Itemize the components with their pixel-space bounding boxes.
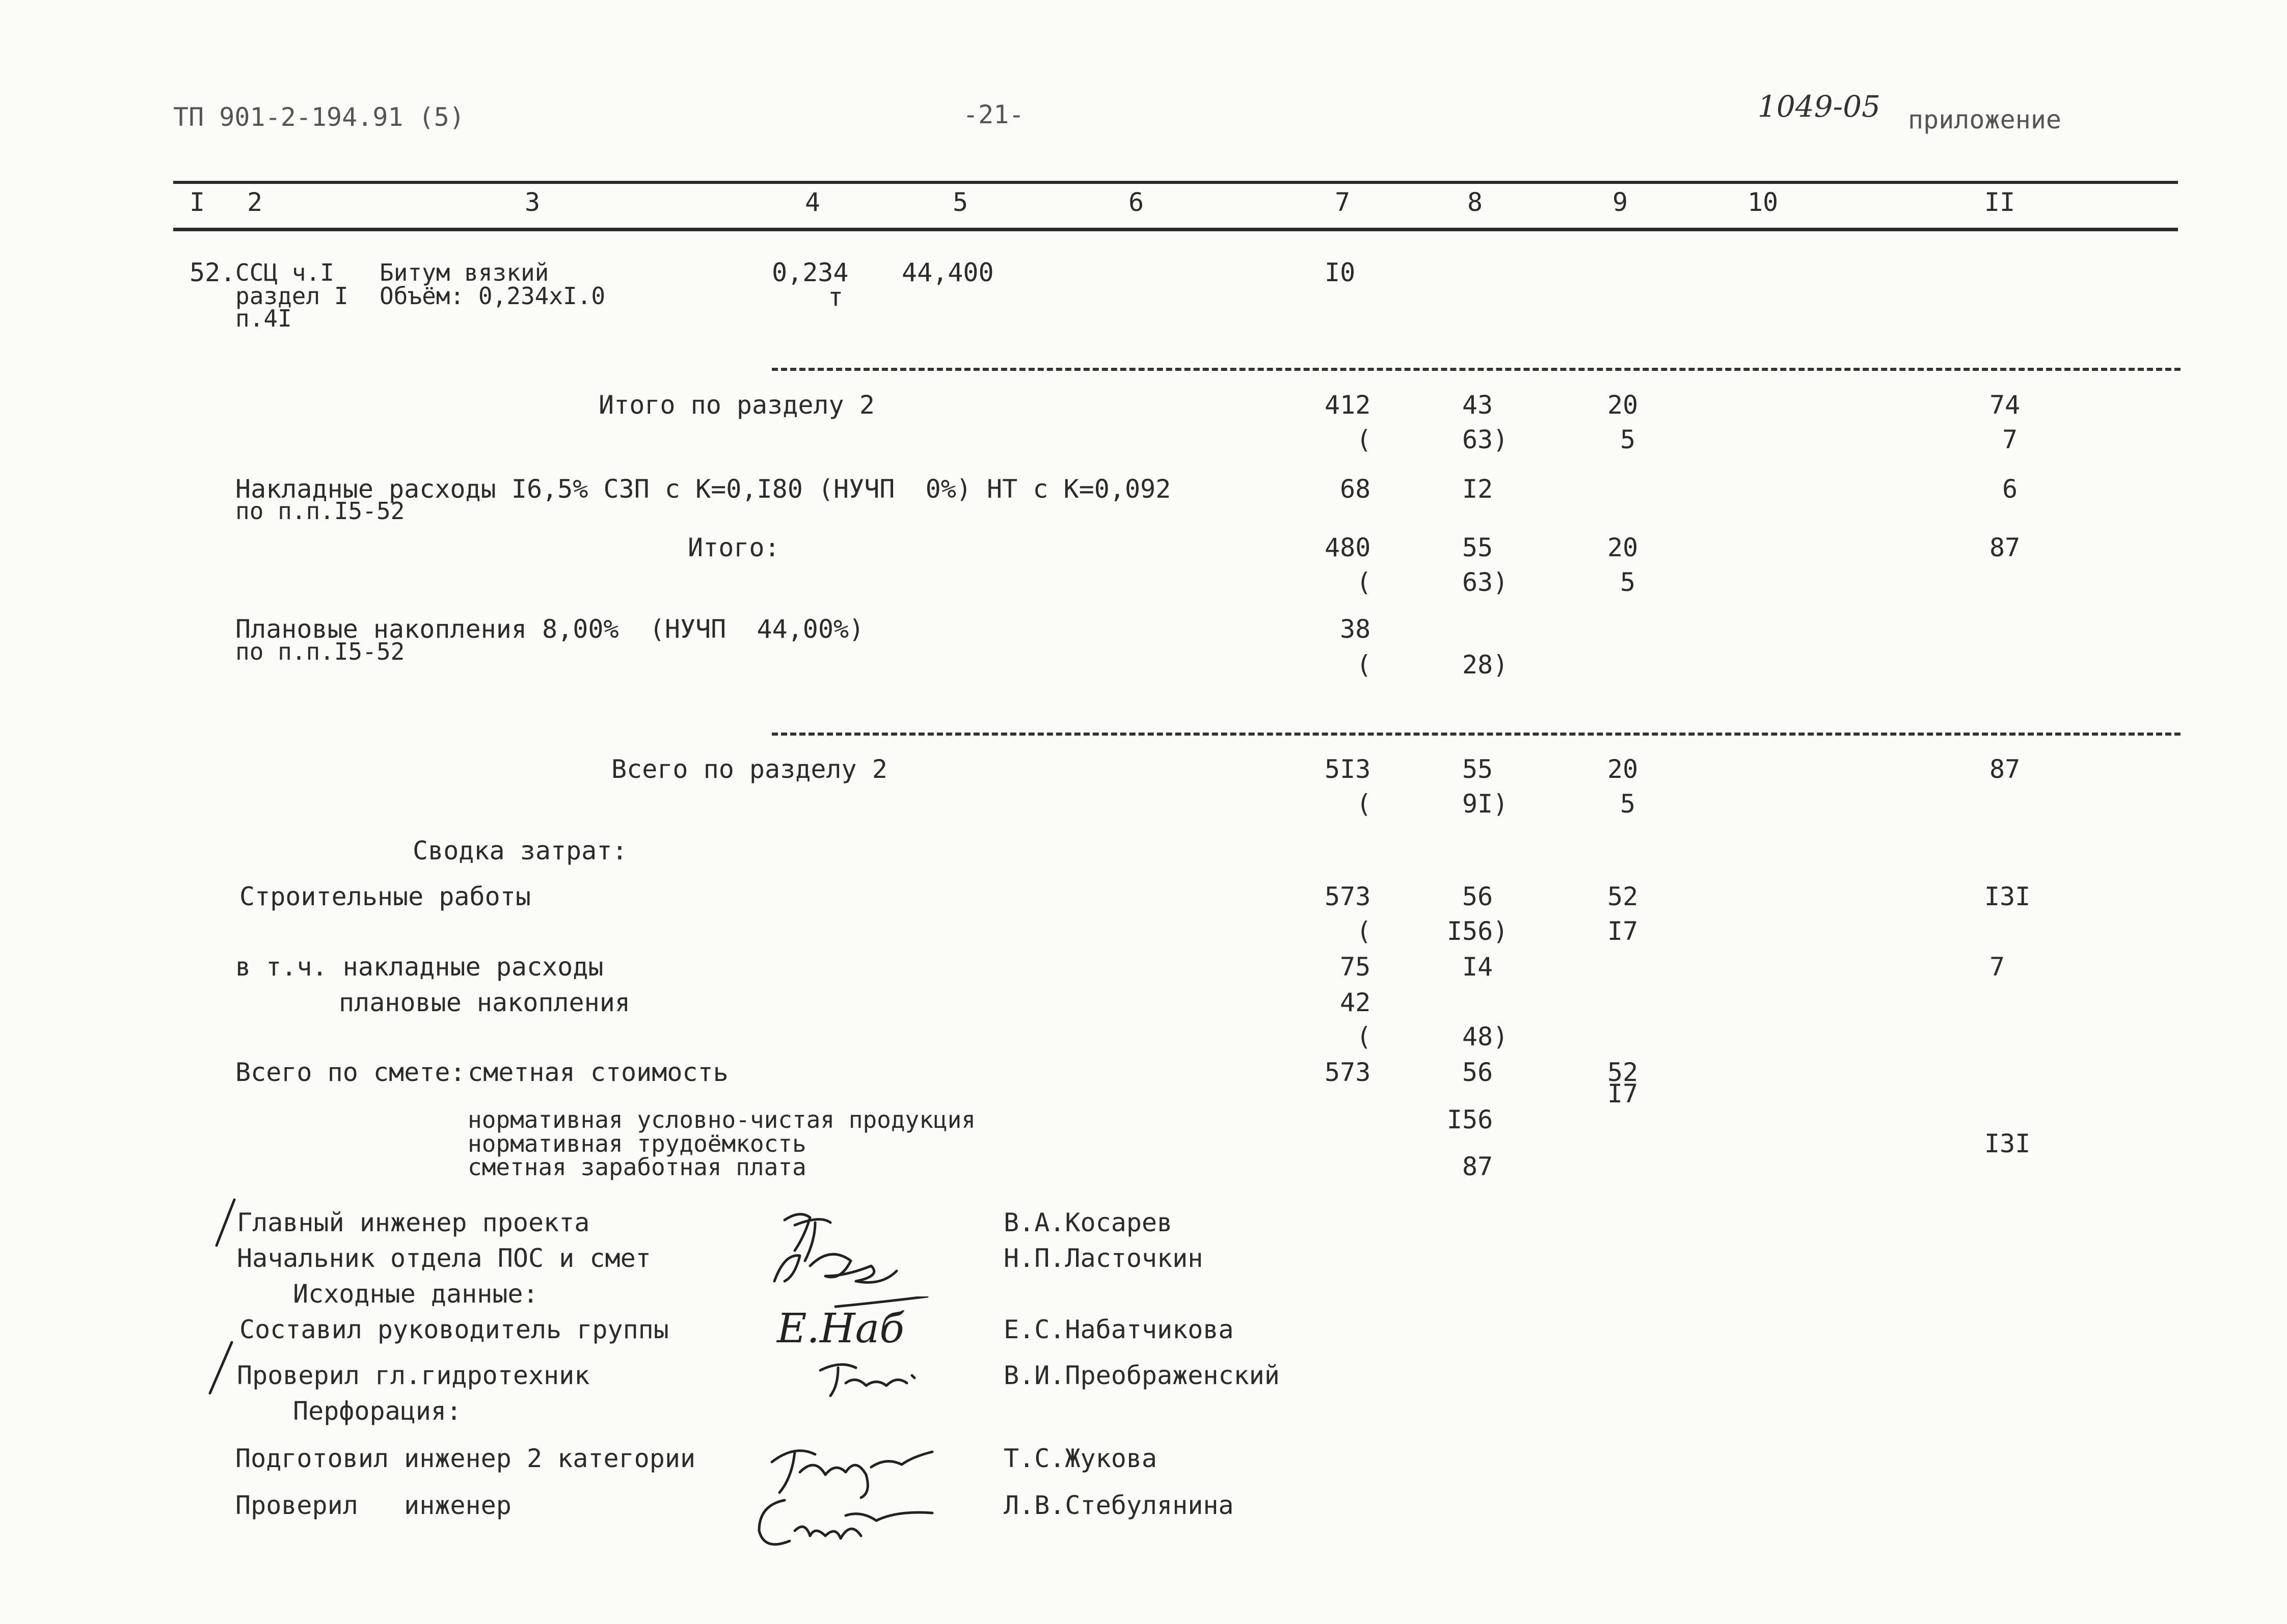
handwritten-ref: 1049-05 xyxy=(1758,89,1881,124)
grand-section-c7b: ( xyxy=(1356,789,1372,819)
col-header-10: 10 xyxy=(1747,187,1779,217)
sig-role-1: Главный инженер проекта xyxy=(237,1208,590,1237)
section-total-c7b: ( xyxy=(1356,425,1372,454)
total-estimate-c8: 56 xyxy=(1462,1058,1493,1087)
sig-role-7: Подготовил инженер 2 категории xyxy=(235,1444,696,1473)
nucp-c8: I56 xyxy=(1447,1105,1493,1134)
item-qty: 0,234 xyxy=(772,258,849,287)
signature-nabatchikova xyxy=(774,1296,937,1358)
sig-role-4: Составил руководитель группы xyxy=(239,1315,669,1344)
col-header-6: 6 xyxy=(1128,187,1144,217)
sig-name-7: Т.С.Жукова xyxy=(1004,1444,1158,1473)
overhead-line-1: Накладные расходы I6,5% СЗП с К=0,I80 (НУЧП 0%) НТ с К=0,092 xyxy=(235,474,1171,504)
col-header-9: 9 xyxy=(1612,187,1628,217)
incl-overhead-c7: 75 xyxy=(1340,952,1371,982)
sig-role-5: Проверил гл.гидротехник xyxy=(237,1361,590,1390)
grand-section-c8b: 9I) xyxy=(1462,789,1509,819)
labor-c11: I3I xyxy=(1984,1129,2031,1158)
item-name-1: Битум вязкий xyxy=(380,259,549,286)
signature-nab-text: Е.Наб xyxy=(777,1305,905,1352)
col-header-7: 7 xyxy=(1335,187,1351,217)
section-total-c9b: 5 xyxy=(1620,425,1636,454)
planned-line-2: по п.п.I5-52 xyxy=(235,638,405,665)
col-header-1: I xyxy=(190,187,205,217)
item-ref-2: раздел I xyxy=(235,282,348,310)
grand-section-c9b: 5 xyxy=(1620,789,1636,819)
appendix-label: приложение xyxy=(1908,105,2062,134)
dashed-separator-2 xyxy=(772,733,2181,736)
incl-planned-c7b: ( xyxy=(1356,1022,1372,1051)
col-header-3: 3 xyxy=(525,187,541,217)
construction-c8: 56 xyxy=(1462,882,1493,911)
item-ref-3: п.4I xyxy=(235,305,292,332)
subtotal-label: Итого: xyxy=(688,533,780,562)
subtotal-c7: 480 xyxy=(1325,533,1371,562)
sig-role-2: Начальник отдела ПОС и смет xyxy=(237,1243,651,1273)
table-top-rule xyxy=(173,181,2178,184)
col-header-4: 4 xyxy=(805,187,821,217)
total-estimate-c9: 52 xyxy=(1607,1058,1638,1087)
col-header-2: 2 xyxy=(247,187,263,217)
sig-role-8: Проверил инженер xyxy=(235,1491,512,1520)
sig-name-8: Л.В.Стебулянина xyxy=(1004,1491,1234,1520)
dashed-separator-1 xyxy=(772,368,2181,371)
incl-planned-c7: 42 xyxy=(1340,988,1371,1017)
col-header-8: 8 xyxy=(1467,187,1483,217)
planned-c7b: ( xyxy=(1356,650,1372,680)
item-ref-1: ССЦ ч.I xyxy=(235,259,334,286)
overhead-c11: 6 xyxy=(2002,474,2018,504)
summary-title: Сводка затрат: xyxy=(413,836,628,865)
labor-label: нормативная трудоёмкость xyxy=(468,1130,806,1157)
total-estimate-label: Всего по смете: xyxy=(235,1058,466,1087)
section-total-label: Итого по разделу 2 xyxy=(599,390,875,420)
wages-label: сметная заработная плата xyxy=(468,1153,806,1181)
incl-overhead-label: в т.ч. накладные расходы xyxy=(235,952,604,982)
grand-section-c8: 55 xyxy=(1462,754,1493,784)
subtotal-c8: 55 xyxy=(1462,533,1493,562)
sig-name-2: Н.П.Ласточкин xyxy=(1004,1243,1203,1273)
section-total-c7: 412 xyxy=(1325,390,1371,420)
page-number: -21- xyxy=(963,100,1025,129)
construction-c11: I3I xyxy=(1984,882,2031,911)
item-number: 52. xyxy=(190,258,236,287)
planned-c7: 38 xyxy=(1340,614,1371,644)
incl-overhead-c8: I4 xyxy=(1462,952,1493,982)
grand-section-c9: 20 xyxy=(1607,754,1638,784)
planned-line-1: Плановые накопления 8,00% (НУЧП 44,00%) xyxy=(235,614,865,644)
sig-role-3: Исходные данные: xyxy=(293,1279,539,1309)
col-header-5: 5 xyxy=(953,187,968,217)
total-estimate-c9b: I7 xyxy=(1607,1079,1638,1108)
subtotal-c7b: ( xyxy=(1356,567,1372,597)
section-total-c11: 74 xyxy=(1989,390,2021,420)
section-total-c11b: 7 xyxy=(2002,425,2018,454)
planned-c8b: 28) xyxy=(1462,650,1509,680)
item-name-2: Объём: 0,234xI.0 xyxy=(380,282,606,310)
construction-c9: 52 xyxy=(1607,882,1638,911)
sig-name-1: В.А.Косарев xyxy=(1004,1208,1173,1237)
subtotal-c9: 20 xyxy=(1607,533,1638,562)
construction-c9b: I7 xyxy=(1607,916,1638,946)
doc-code: ТП 901-2-194.91 (5) xyxy=(173,102,465,132)
construction-c7b: ( xyxy=(1356,916,1372,946)
sig-role-6: Перфорация: xyxy=(293,1396,462,1426)
section-total-c8: 43 xyxy=(1462,390,1493,420)
signature-preobrazhensky xyxy=(810,1355,927,1401)
total-estimate-sublabel: сметная стоимость xyxy=(468,1058,729,1087)
overhead-c8: I2 xyxy=(1462,474,1493,504)
incl-overhead-c11: 7 xyxy=(1989,952,2005,982)
total-estimate-c7: 573 xyxy=(1325,1058,1371,1087)
item-price: 44,400 xyxy=(902,258,994,287)
incl-planned-label: плановые накопления xyxy=(339,988,630,1017)
construction-label: Строительные работы xyxy=(239,882,531,911)
subtotal-c9b: 5 xyxy=(1620,567,1636,597)
subtotal-c11: 87 xyxy=(1989,533,2021,562)
wages-c8: 87 xyxy=(1462,1152,1493,1181)
sig-name-5: В.И.Преображенский xyxy=(1004,1361,1280,1390)
incl-planned-c8b: 48) xyxy=(1462,1022,1509,1051)
item-total: I0 xyxy=(1325,258,1356,287)
grand-section-label: Всего по разделу 2 xyxy=(611,754,887,784)
section-total-c9: 20 xyxy=(1607,390,1638,420)
col-header-11: II xyxy=(1984,187,2015,217)
signature-stebulyanina xyxy=(749,1490,943,1556)
grand-section-c11: 87 xyxy=(1989,754,2021,784)
section-total-c8b: 63) xyxy=(1462,425,1509,454)
overhead-line-2: по п.п.I5-52 xyxy=(235,497,405,525)
item-unit: т xyxy=(828,282,844,312)
overhead-c7: 68 xyxy=(1340,474,1371,504)
table-header-rule xyxy=(173,228,2178,231)
subtotal-c8b: 63) xyxy=(1462,567,1509,597)
signature-kosarev xyxy=(764,1205,917,1291)
grand-section-c7: 5I3 xyxy=(1325,754,1371,784)
construction-c8b: I56) xyxy=(1447,916,1509,946)
nucp-label: нормативная условно-чистая продукция xyxy=(468,1106,976,1133)
sig-name-4: Е.С.Набатчикова xyxy=(1004,1315,1234,1344)
construction-c7: 573 xyxy=(1325,882,1371,911)
